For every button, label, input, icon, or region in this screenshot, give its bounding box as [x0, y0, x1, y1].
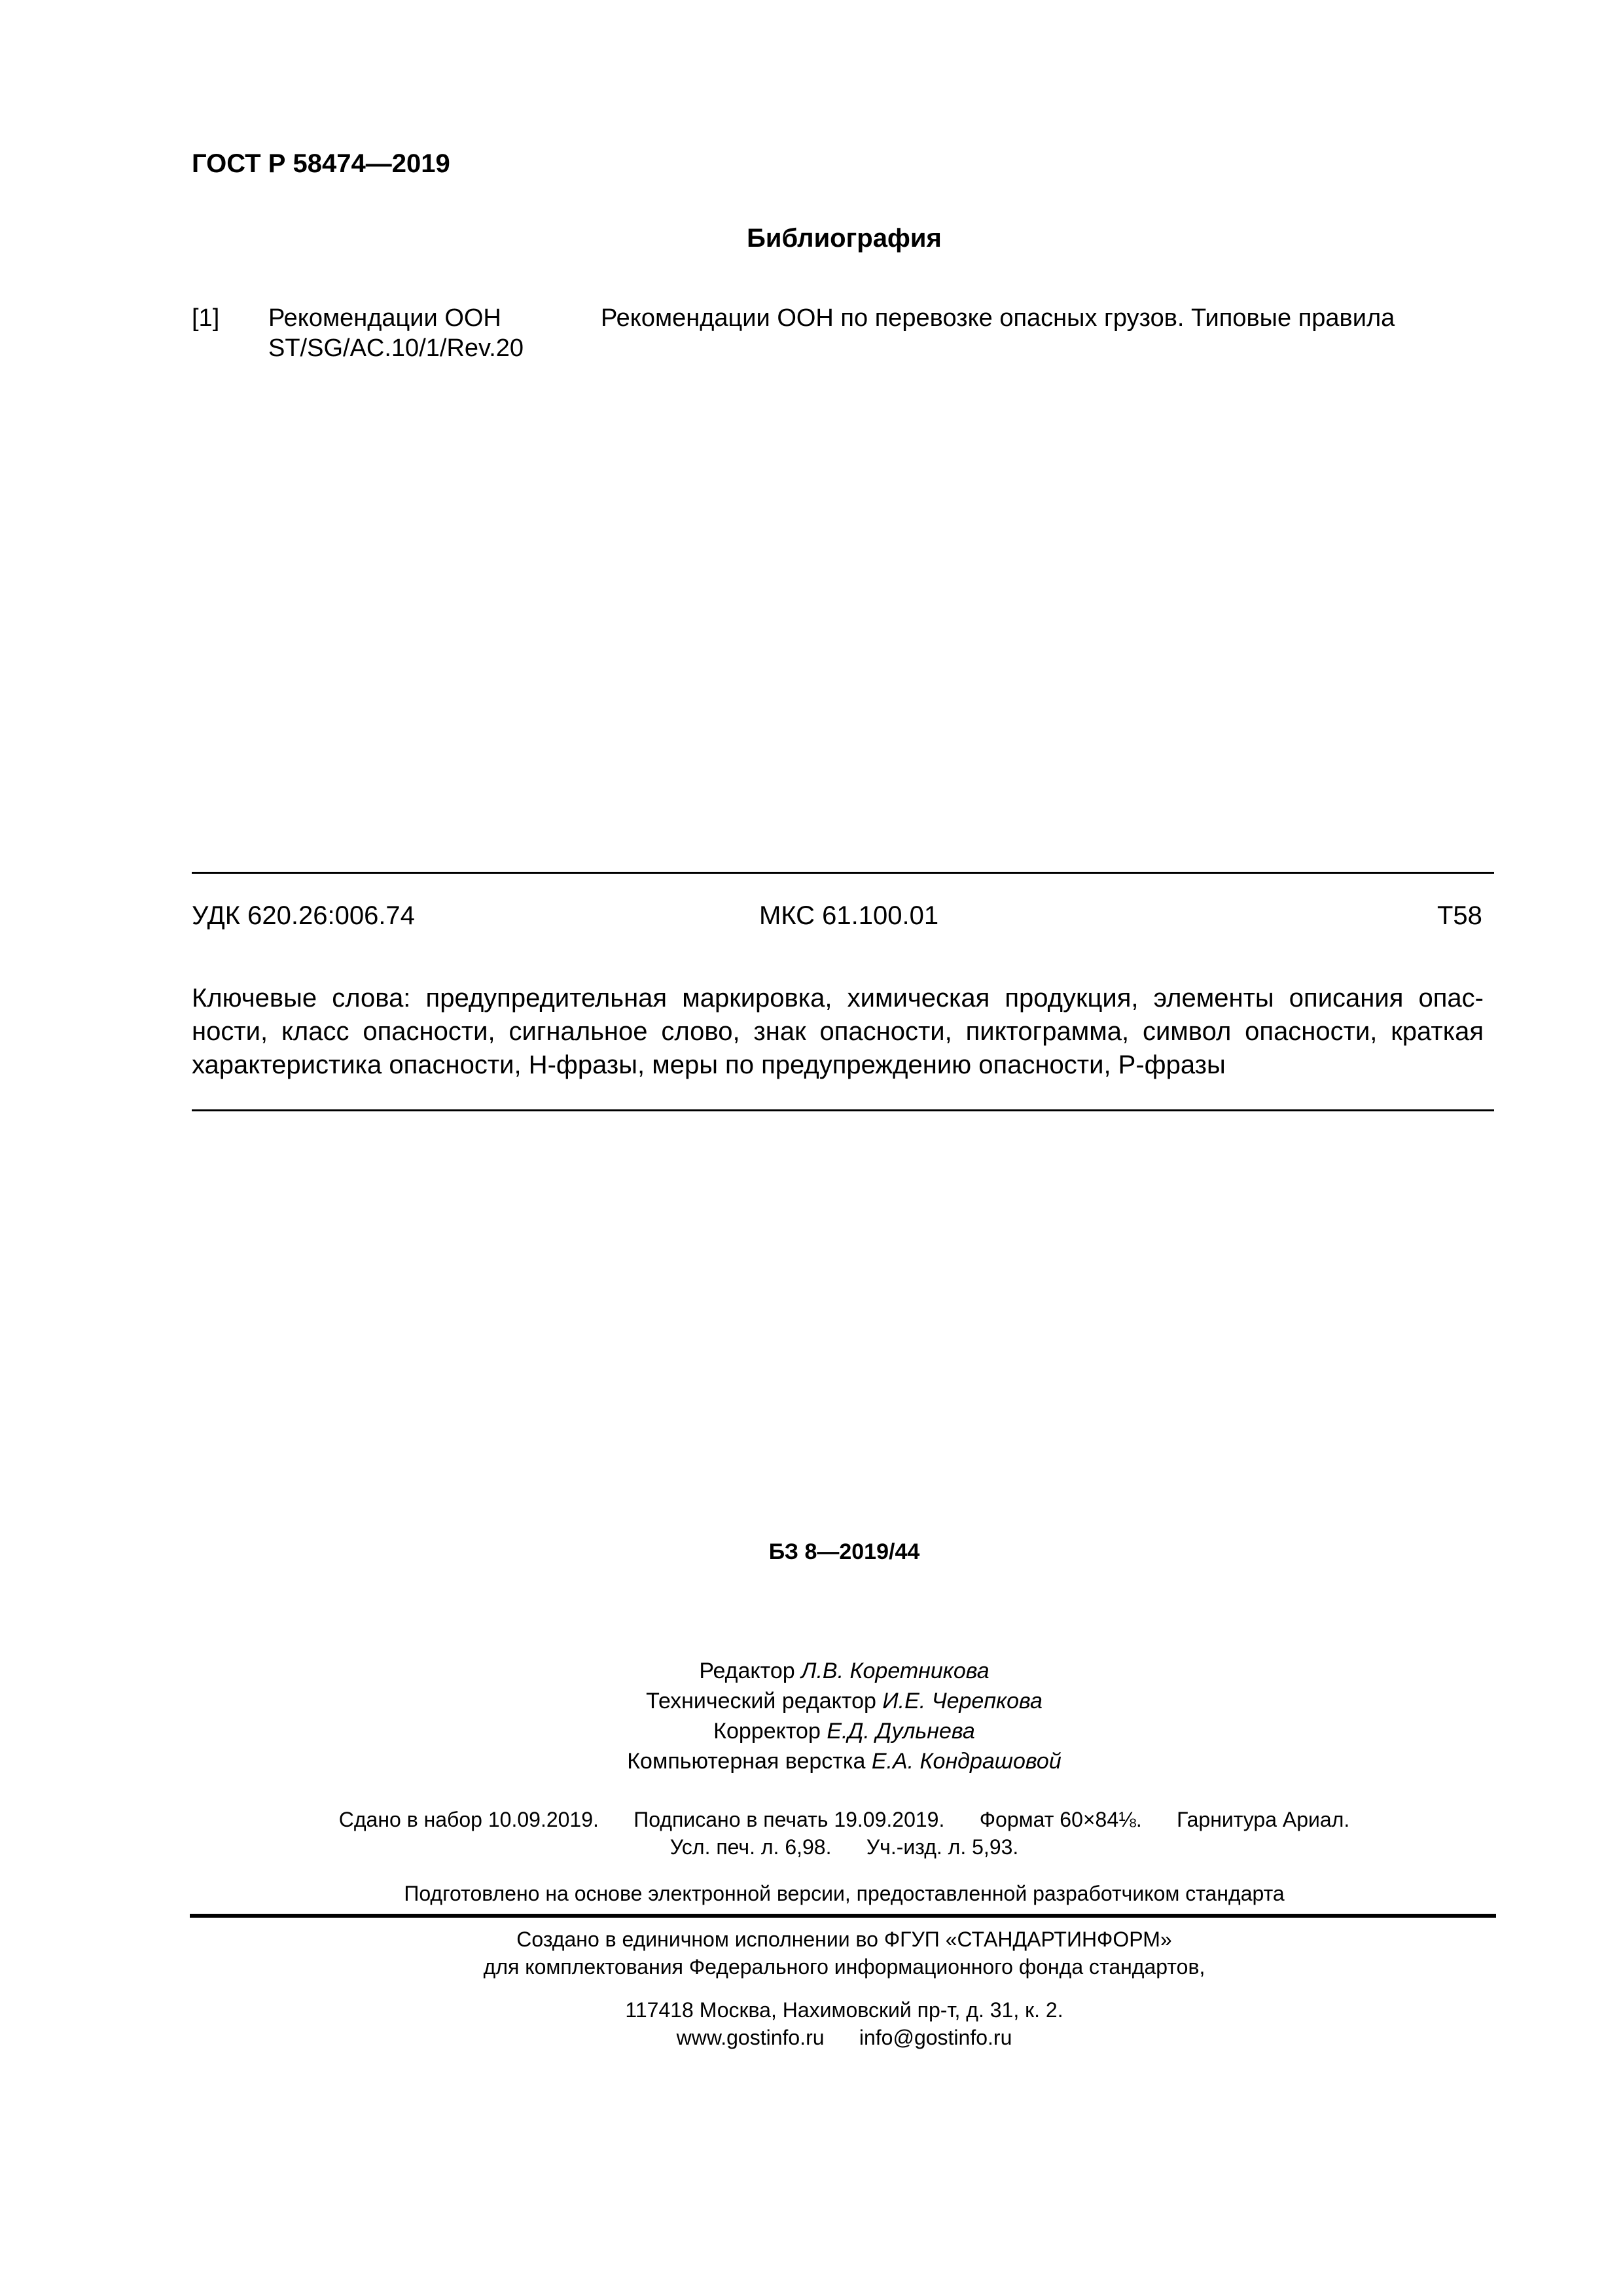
keywords-line-1: Ключевые слова: предупредительная маркировка, химическая продукция, элементы описания опас-: [192, 984, 1484, 1013]
publisher-line-2: для комплектования Федерального информационного фонда стандартов,: [483, 1955, 1205, 1979]
keywords-paragraph: [192, 982, 1484, 1082]
staff-layout: Компьютерная верстка Е.А. Кондрашовой: [627, 1749, 1061, 1774]
publisher-line-1: Создано в единичном исполнении во ФГУП «СТАНДАРТИНФОРМ»: [516, 1928, 1172, 1951]
bibliography-title: Библиография: [747, 224, 942, 253]
keywords-line-2: ности, класс опасности, сигнальное слово, знак опасности, пиктограмма, символ опасности, краткая: [192, 1017, 1484, 1046]
divider-thick: [190, 1914, 1496, 1918]
print-details-line-2: Усл. печ. л. 6,98. Уч.-изд. л. 5,93.: [669, 1835, 1019, 1859]
staff-proofreader: Корректор Е.Д. Дульнева: [713, 1719, 975, 1744]
staff-tech-editor: Технический редактор И.Е. Черепкова: [646, 1689, 1043, 1713]
publisher-address: 117418 Москва, Нахимовский пр-т, д. 31, к. 2.: [625, 1998, 1063, 2022]
bz-number: БЗ 8—2019/44: [768, 1539, 920, 1564]
document-number: ГОСТ Р 58474—2019: [192, 149, 450, 178]
okp-code: Т58: [1437, 901, 1482, 930]
bibliography-entry-number: [1]: [192, 304, 220, 332]
prepared-note: Подготовлено на основе электронной версии, предоставленной разработчиком стандарта: [404, 1882, 1285, 1905]
bibliography-entry-description: Рекомендации ООН по перевозке опасных грузов. Типовые правила: [601, 304, 1395, 332]
source-line-1: Рекомендации ООН: [268, 304, 501, 332]
divider-top: [192, 872, 1494, 874]
website-link[interactable]: www.gostinfo.ru: [676, 2026, 825, 2049]
source-line-2: ST/SG/AC.10/1/Rev.20: [268, 334, 524, 362]
keywords-line-3: характеристика опасности, Н-фразы, меры по предупреждению опасности, Р-фразы: [192, 1050, 1226, 1079]
mks-code: МКС 61.100.01: [759, 901, 939, 930]
email-link[interactable]: info@gostinfo.ru: [859, 2026, 1012, 2049]
divider-bottom: [192, 1109, 1494, 1111]
publisher-contacts: [0, 2024, 1623, 2051]
print-details-line-1: Сдано в набор 10.09.2019. Подписано в печать 19.09.2019. Формат 60×84⅛. Гарнитура Ариал.: [338, 1808, 1350, 1831]
staff-editor: Редактор Л.В. Коретникова: [699, 1659, 990, 1683]
staff-list: [0, 1656, 1623, 1776]
bibliography-entry-source: [268, 303, 524, 363]
udk-code: УДК 620.26:006.74: [192, 901, 415, 930]
